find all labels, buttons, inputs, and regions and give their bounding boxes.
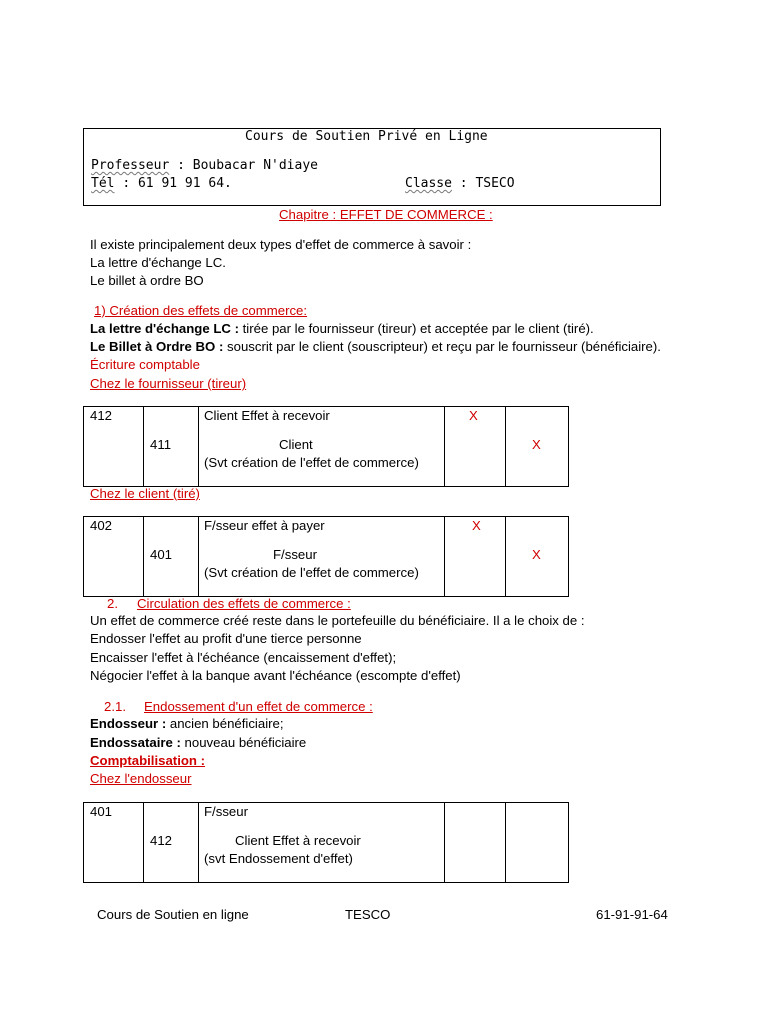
- endossataire-line: [90, 735, 306, 750]
- debit-amount-cell: [445, 407, 506, 487]
- debit-label: F/sseur effet à payer: [204, 518, 325, 533]
- section2-number: 2.: [107, 596, 118, 611]
- debit-amount-cell: [445, 517, 506, 597]
- endosseur-line: [90, 716, 284, 731]
- chez-endosseur-heading: Chez l'endosseur: [90, 771, 192, 786]
- bo-label: Le Billet à Ordre BO :: [90, 339, 224, 354]
- tel-label: Tél: [91, 176, 115, 191]
- ecriture-comptable: Écriture comptable: [90, 357, 200, 372]
- debit-account: 401: [90, 804, 113, 819]
- label-cell: [199, 803, 445, 883]
- journal-table-fournisseur: [83, 406, 569, 487]
- debit-account-cell: [84, 803, 144, 883]
- credit-mark: X: [532, 547, 541, 562]
- lc-definition: [90, 321, 594, 336]
- credit-label: Client Effet à recevoir: [235, 833, 361, 848]
- debit-mark: X: [469, 408, 478, 423]
- entry-note: (Svt création de l'effet de commerce): [204, 455, 419, 470]
- section2-line2: Endosser l'effet au profit d'une tierce personne: [90, 631, 362, 646]
- intro-type1: La lettre d'échange LC.: [90, 255, 226, 270]
- tel-value: : 61 91 91 64.: [122, 176, 232, 191]
- section2-heading: Circulation des effets de commerce :: [137, 596, 351, 611]
- header-title: Cours de Soutien Privé en Ligne: [245, 129, 488, 144]
- fournisseur-heading: Chez le fournisseur (tireur): [90, 376, 247, 391]
- credit-mark: X: [532, 437, 541, 452]
- debit-account: 402: [90, 518, 113, 533]
- credit-amount-cell: [506, 803, 569, 883]
- comptabilisation-heading: Comptabilisation :: [90, 753, 206, 768]
- section2-line1: Un effet de commerce créé reste dans le portefeuille du bénéficiaire. Il a le choix de :: [90, 613, 585, 628]
- label-cell: [199, 517, 445, 597]
- debit-mark: X: [472, 518, 481, 533]
- credit-amount-cell: [506, 517, 569, 597]
- debit-amount-cell: [445, 803, 506, 883]
- professor-line: [91, 158, 318, 173]
- entry-note: (Svt création de l'effet de commerce): [204, 565, 419, 580]
- debit-account-cell: [84, 517, 144, 597]
- chapter-title: Chapitre : EFFET DE COMMERCE :: [279, 207, 493, 222]
- tel-line: [91, 176, 232, 191]
- credit-account-cell: [144, 407, 199, 487]
- class-value: : TSECO: [459, 176, 515, 191]
- endosseur-text: ancien bénéficiaire;: [166, 716, 284, 731]
- credit-label: Client: [279, 437, 313, 452]
- debit-account: 412: [90, 408, 113, 423]
- credit-amount-cell: [506, 407, 569, 487]
- lc-text: tirée par le fournisseur (tireur) et acceptée par le client (tiré).: [238, 321, 594, 336]
- footer-left: Cours de Soutien en ligne: [97, 907, 249, 922]
- class-label: Classe: [405, 176, 452, 191]
- credit-account-cell: [144, 517, 199, 597]
- professor-label: Professeur: [91, 158, 170, 173]
- bo-definition: [90, 339, 661, 354]
- debit-label: Client Effet à recevoir: [204, 408, 330, 423]
- label-cell: [199, 407, 445, 487]
- debit-label: F/sseur: [204, 804, 248, 819]
- intro-type2: Le billet à ordre BO: [90, 273, 204, 288]
- lc-label: La lettre d'échange LC :: [90, 321, 239, 336]
- bo-text: souscrit par le client (souscripteur) et reçu par le fournisseur (bénéficiaire).: [223, 339, 661, 354]
- footer-right: 61-91-91-64: [596, 907, 668, 922]
- section2-line3: Encaisser l'effet à l'échéance (encaissement d'effet);: [90, 650, 397, 665]
- class-line: [405, 176, 515, 191]
- journal-table-client: [83, 516, 569, 597]
- endossataire-text: nouveau bénéficiaire: [180, 735, 307, 750]
- credit-account: 411: [150, 437, 172, 452]
- client-heading: Chez le client (tiré): [90, 486, 200, 501]
- endossataire-label: Endossataire :: [90, 735, 181, 750]
- credit-account: 401: [150, 547, 173, 562]
- section21-number: 2.1.: [104, 699, 126, 714]
- entry-note: (svt Endossement d'effet): [204, 851, 353, 866]
- footer-center: TESCO: [345, 907, 391, 922]
- debit-account-cell: [84, 407, 144, 487]
- credit-label: F/sseur: [273, 547, 317, 562]
- credit-account: 412: [150, 833, 173, 848]
- journal-table-endosseur: [83, 802, 569, 883]
- intro-line: Il existe principalement deux types d'effet de commerce à savoir :: [90, 237, 472, 252]
- endosseur-label: Endosseur :: [90, 716, 167, 731]
- section21-heading: Endossement d'un effet de commerce :: [144, 699, 373, 714]
- section2-line4: Négocier l'effet à la banque avant l'échéance (escompte d'effet): [90, 668, 461, 683]
- section1-heading: 1) Création des effets de commerce:: [94, 303, 308, 318]
- professor-value: : Boubacar N'diaye: [177, 158, 318, 173]
- credit-account-cell: [144, 803, 199, 883]
